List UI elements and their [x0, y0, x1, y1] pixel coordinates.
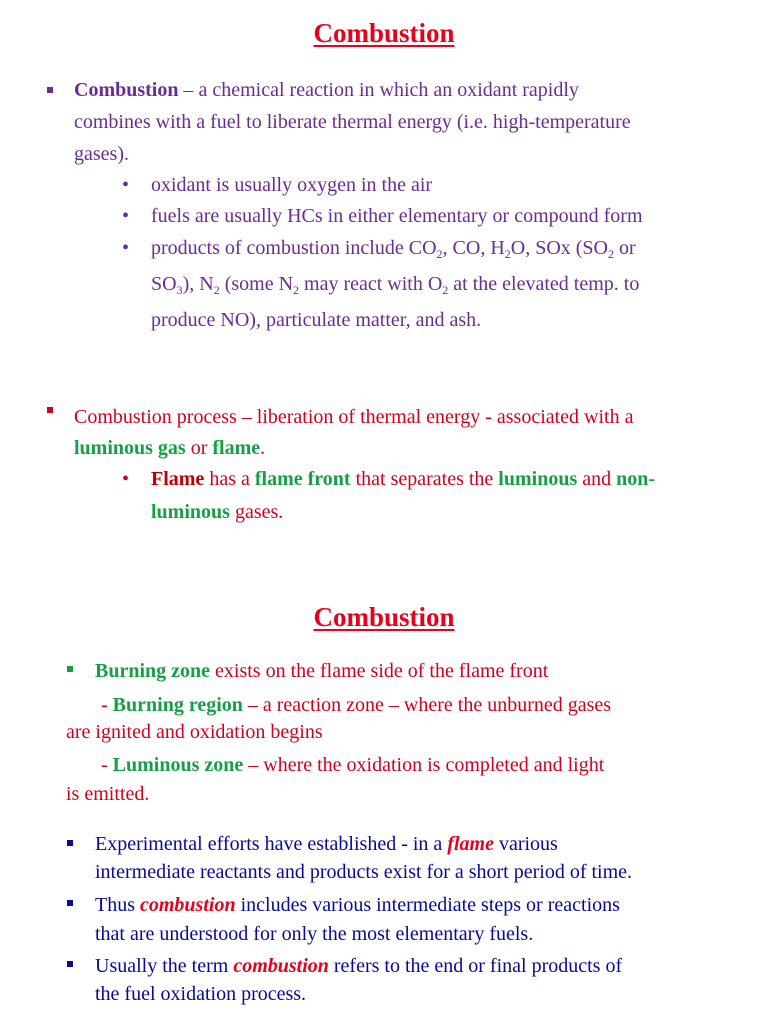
- round-bullet-icon: •: [122, 205, 130, 227]
- section2-title: Combustion: [313, 602, 455, 632]
- usually-line-2: the fuel oxidation process.: [95, 983, 307, 1005]
- flame-front-line-1: Flame has a flame front that separates the luminous and non-: [151, 468, 656, 490]
- combustion-term: Combustion: [74, 79, 179, 101]
- bullet-products-line-2: $SO_3$), $N_2$ (some $N_2$ may react with $O_2$ at the elevated temp. to: [151, 273, 640, 297]
- bullet-oxidant: oxidant is usually oxygen in the air: [151, 174, 433, 196]
- section1-title: Combustion: [313, 18, 455, 48]
- luminous-zone-line-2: is emitted.: [66, 783, 150, 805]
- square-bullet-icon: [67, 666, 73, 672]
- bullet-products-line-1: products of combustion include $CO_2$, CO, $H_2O$, SOx ($SO_2$ or: [151, 237, 636, 261]
- round-bullet-icon: •: [122, 237, 130, 259]
- definition-line-1: [74, 76, 579, 104]
- definition-line-3: gases).: [74, 143, 129, 165]
- luminous-zone-line-1: - Luminous zone – where the oxidation is completed and light: [101, 754, 605, 776]
- thus-line-2: that are understood for only the most elementary fuels.: [95, 923, 534, 945]
- square-bullet-icon: [67, 961, 73, 967]
- flame-front-line-2: luminous gases.: [151, 501, 284, 523]
- definition-line-2: combines with a fuel to liberate thermal energy (i.e. high-temperature: [74, 111, 631, 133]
- bullet-products-line-3: produce NO), particulate matter, and ash.: [151, 309, 482, 331]
- burning-region-line-1: - Burning region – a reaction zone – where the unburned gases: [101, 694, 612, 716]
- definition-text: – a chemical reaction in which an oxidant rapidly: [178, 79, 579, 101]
- burning-region-line-2: are ignited and oxidation begins: [66, 721, 323, 743]
- square-bullet-icon: [47, 407, 53, 413]
- square-bullet-icon: [47, 87, 53, 93]
- experimental-line-1: Experimental efforts have established - in a flame various: [95, 833, 558, 855]
- thus-line-1: Thus combustion includes various intermediate steps or reactions: [95, 894, 620, 916]
- bullet-fuels: fuels are usually HCs in either elementary or compound form: [151, 205, 643, 227]
- round-bullet-icon: •: [122, 174, 130, 196]
- process-line-2: luminous gas or flame.: [74, 437, 266, 459]
- experimental-line-2: intermediate reactants and products exist for a short period of time.: [95, 861, 633, 883]
- square-bullet-icon: [67, 840, 73, 846]
- burning-zone-line: Burning zone exists on the flame side of the flame front: [95, 660, 549, 682]
- square-bullet-icon: [67, 900, 73, 906]
- round-bullet-icon: •: [122, 468, 130, 490]
- process-line-1: Combustion process – liberation of thermal energy - associated with a: [74, 406, 634, 428]
- usually-line-1: Usually the term combustion refers to the end or final products of: [95, 955, 623, 977]
